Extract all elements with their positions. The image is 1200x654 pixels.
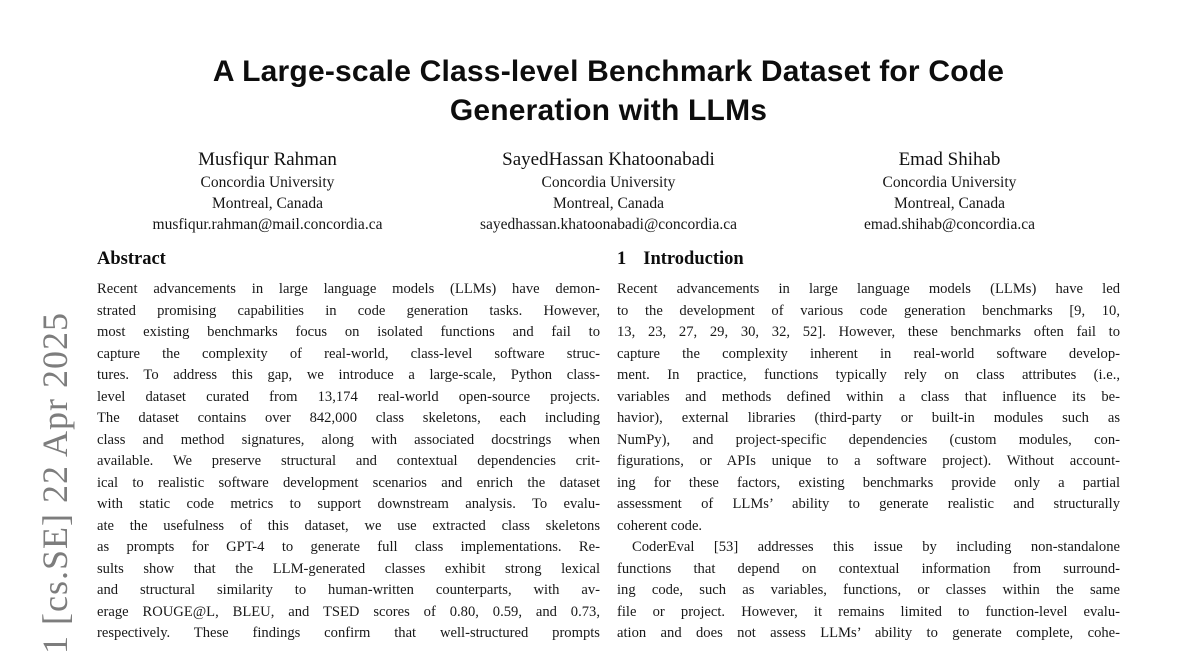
abstract-body (97, 279, 600, 645)
text-line: erage ROUGE@L, BLEU, and TSED scores of 0.80, 0.59, and 0.73, (97, 603, 600, 620)
text-line: respectively. These findings confirm that well-structured prompts (97, 625, 600, 641)
introduction-section (617, 247, 1120, 645)
text-line: with static code metrics to support downstream analysis. To evalu- (97, 496, 600, 512)
author-location: Montreal, Canada (893, 195, 1006, 212)
author-affiliation: Concordia University (200, 174, 335, 191)
text-line: tures. To address this gap, we introduce a large-scale, Python class- (97, 367, 600, 383)
arxiv-stamp: 1 [cs.SE] 22 Apr 2025 (35, 312, 75, 654)
author-name: SayedHassan Khatoonabadi (502, 149, 715, 170)
text-line: and structural similarity to human-written counterparts, with av- (97, 582, 600, 598)
section-number: 1 (617, 249, 627, 269)
author-block-2 (438, 148, 779, 235)
author-email: emad.shihab@concordia.ca (864, 216, 1035, 233)
text-line: available. We preserve structural and contextual dependencies crit- (97, 453, 600, 469)
author-email: sayedhassan.khatoonabadi@concordia.ca (479, 216, 737, 233)
text-line: The dataset contains over 842,000 class skeletons, each including (97, 410, 600, 426)
paper-title-line-1: A Large-scale Class-level Benchmark Dataset for Code (212, 55, 1005, 88)
text-line: file or project. However, it remains limited to function-level evalu- (617, 603, 1120, 620)
text-line: as prompts for GPT-4 to generate full class implementations. Re- (97, 539, 600, 555)
section-title: Introduction (643, 249, 744, 269)
author-block-1 (97, 148, 438, 235)
introduction-heading (617, 247, 1120, 272)
text-line: ing code, such as variables, functions, or classes within the same (617, 582, 1120, 598)
author-location: Montreal, Canada (552, 195, 665, 212)
text-line: ate the usefulness of this dataset, we use extracted class skeletons (97, 517, 600, 534)
text-line: class and method signatures, along with associated docstrings when (97, 431, 600, 448)
author-block-3 (779, 148, 1120, 235)
text-line: ment. In practice, functions typically rely on class attributes (i.e., (617, 367, 1120, 383)
text-line: assessment of LLMs’ ability to generate realistic and structurally (617, 496, 1120, 512)
paper-title-line-2: Generation with LLMs (449, 94, 768, 127)
text-line: Recent advancements in large language models (LLMs) have led (617, 281, 1120, 297)
text-line: most existing benchmarks focus on isolated functions and fail to (97, 324, 600, 340)
text-line: variables and methods defined within a class that influence its be- (617, 388, 1120, 405)
text-line: capture the complexity of real-world, class-level software struc- (97, 345, 600, 362)
text-line: ical to realistic software development scenarios and enrich the dataset (97, 474, 600, 491)
author-email: musfiqur.rahman@mail.concordia.ca (152, 216, 383, 233)
text-line: CoderEval [53] addresses this issue by including non-standalone (632, 539, 1120, 555)
text-line: sults show that the LLM-generated classes exhibit strong lexical (97, 560, 600, 577)
abstract-section (97, 247, 600, 645)
abstract-heading: Abstract (97, 249, 166, 269)
author-affiliation: Concordia University (541, 174, 676, 191)
text-line: NumPy), and project-specific dependencies (custom modules, con- (617, 431, 1120, 448)
text-line: ing for these factors, existing benchmarks provide only a partial (617, 474, 1120, 491)
text-line: 13, 23, 27, 29, 30, 32, 52]. However, these benchmarks often fail to (617, 324, 1120, 340)
author-affiliation: Concordia University (882, 174, 1017, 191)
authors-row (97, 148, 1120, 235)
author-name: Musfiqur Rahman (198, 149, 337, 170)
author-name: Emad Shihab (898, 149, 1001, 170)
paper-title (97, 52, 1120, 130)
text-line: coherent code. (617, 517, 703, 534)
text-line: capture the complexity inherent in real-world software develop- (617, 345, 1120, 362)
text-line: level dataset curated from 13,174 real-world open-source projects. (97, 388, 600, 405)
text-line: Recent advancements in large language models (LLMs) have demon- (97, 281, 600, 297)
text-line: functions that depend on contextual information from surround- (617, 560, 1120, 577)
text-line: to the development of various code generation benchmarks [9, 10, (617, 302, 1120, 319)
text-line: strated promising capabilities in code generation tasks. However, (97, 302, 600, 319)
text-line: ation and does not assess LLMs’ ability to generate complete, cohe- (617, 625, 1120, 641)
text-line: havior), external libraries (third-party or built-in modules such as (617, 410, 1120, 426)
text-line: figurations, or APIs unique to a software project). Without account- (617, 453, 1120, 469)
introduction-body (617, 279, 1120, 645)
author-location: Montreal, Canada (211, 195, 324, 212)
